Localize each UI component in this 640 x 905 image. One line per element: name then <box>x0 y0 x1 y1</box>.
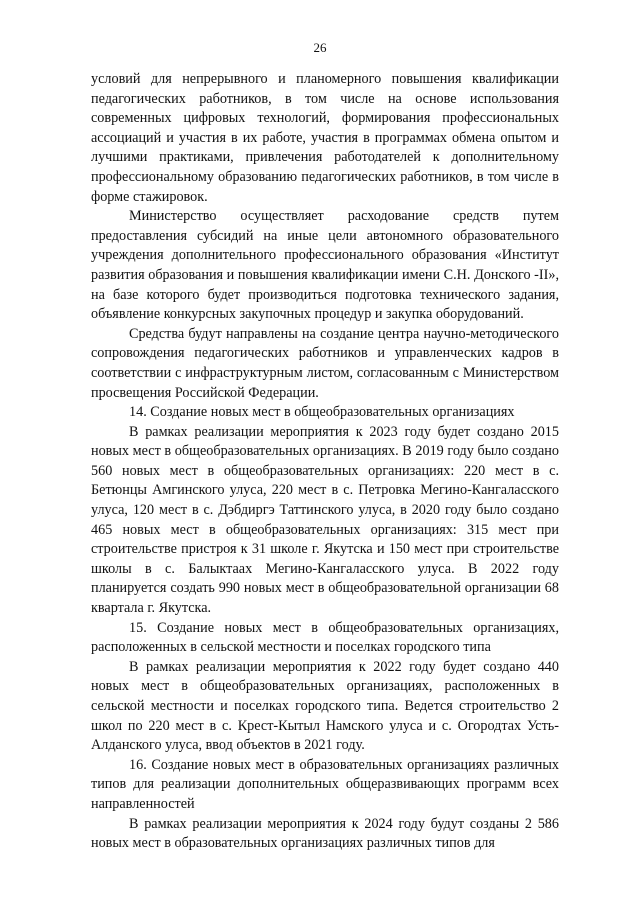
page-number: 26 <box>313 40 327 55</box>
section-heading-16: 16. Создание новых мест в образовательных организациях различных типов для реализации дополнительных общеразвивающих программ всех направленностей <box>91 756 559 812</box>
paragraph-ministry-subsidies: Министерство осуществляет расходование средств путем предоставления субсидий на иные цели автономного образовательного учреждения дополнительного профессионального образования «Институт развития образования и повышения квалификации имени С.Н. Донского -II», на базе которого будет производиться подготовка технического задания, объявление конкурсных закупочных процедур и закупка оборудований. <box>91 208 559 323</box>
section-heading-15: 15. Создание новых мест в общеобразовательных организациях, расположенных в сельской местности и поселках городского типа <box>91 619 559 656</box>
paragraph-continuation: условий для непрерывного и планомерного повышения квалификации педагогических работников, в том числе на основе использования современных цифровых технологий, формирования профессиональных ассоциаций и участия в их работе, участия в программах обмена опытом и лучшими практиками, привлечения работодателей к дополнительному профессиональному образованию педагогических работников, в том числе в форме стажировок. <box>91 71 559 205</box>
section-heading-14: 14. Создание новых мест в общеобразовательных организациях <box>129 404 515 421</box>
paragraph-section-15: В рамках реализации мероприятия к 2022 году будет создано 440 новых мест в общеобразовательных организациях, расположенных в сельской местности и поселках городского типа. Ведется строительство 2 школ по 220 мест в с. Крест-Кытыл Намского улуса и с. Огородтах Усть-Алданского улуса, ввод объектов в 2021 году. <box>91 658 559 754</box>
paragraph-section-14: В рамках реализации мероприятия к 2023 году будет создано 2015 новых мест в общеобразовательных организациях. В 2019 году было создано 560 новых мест в общеобразовательных организациях: 220 мест в с. Бетюнцы Амгинского улуса, 220 мест в с. Петровка Мегино-Кангаласского улуса, 120 мест в с. Дэбдиргэ Таттинского улуса, в 2020 году было создано 465 новых мест в общеобразовательных организациях: 315 мест при строительстве пристроя к 31 школе г. Якутска и 150 мест при строительстве школы в с. Балыктаах Мегино-Кангаласского улуса. В 2022 году планируется создать 990 новых мест в общеобразовательной организации 68 квартала г. Якутска. <box>91 423 559 617</box>
paragraph-funds-center: Средства будут направлены на создание центра научно-методического сопровождения педагогических работников и управленческих кадров в соответствии с инфраструктурным листом, согласованным с Министерством просвещения Российской Федерации. <box>91 325 559 401</box>
document-body <box>91 70 559 854</box>
paragraph-section-16: В рамках реализации мероприятия к 2024 году будут созданы 2 586 новых мест в образовательных организациях различных типов для <box>91 815 559 852</box>
